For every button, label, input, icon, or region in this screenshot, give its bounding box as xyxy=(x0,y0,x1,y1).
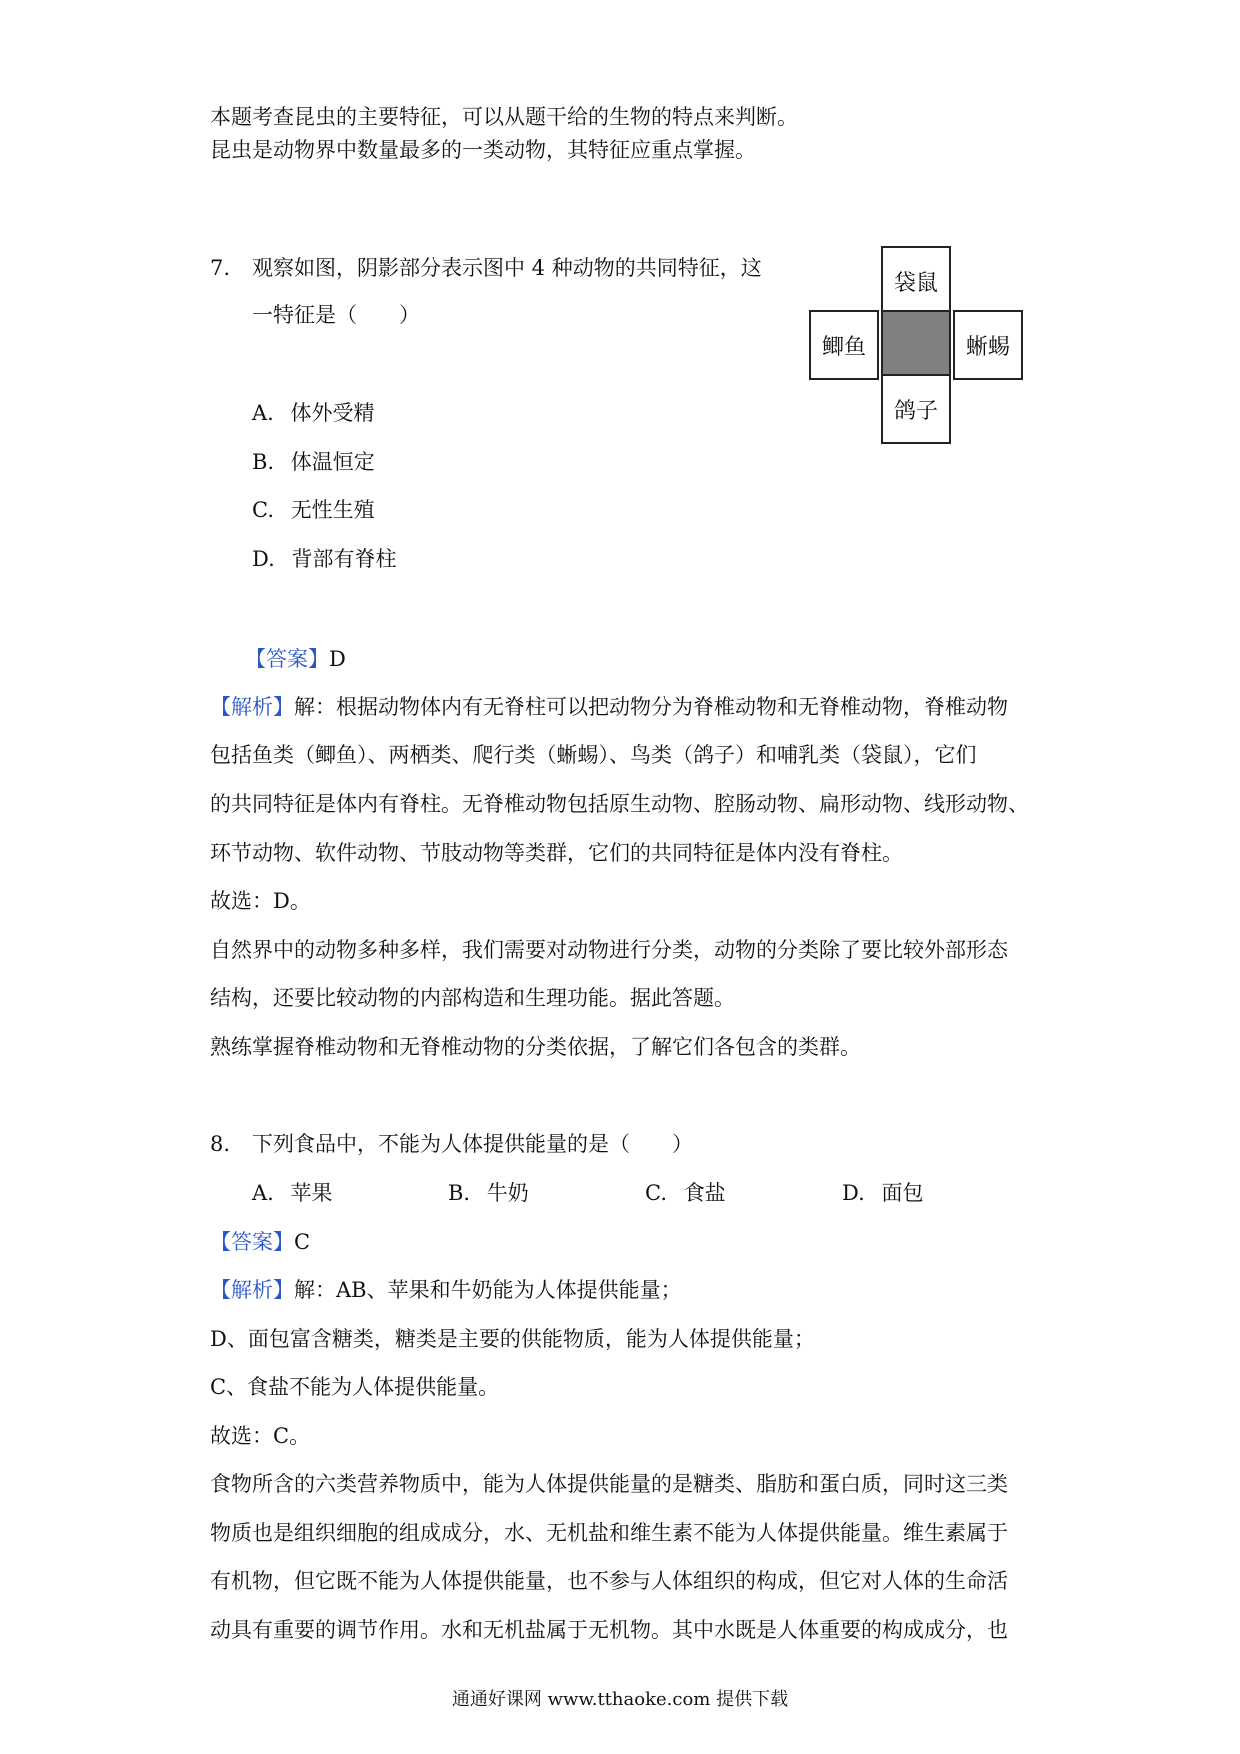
q8-answer-value: C xyxy=(294,1230,311,1254)
q8-analysis-line-7: 动具有重要的调节作用。水和无机盐属于无机物。其中水既是人体重要的构成成分，也 xyxy=(210,1618,1008,1642)
q7-analysis-line-3: 环节动物、软件动物、节肢动物等类群，它们的共同特征是体内没有脊柱。 xyxy=(210,841,903,865)
q7-option-b-text: 体温恒定 xyxy=(290,450,375,474)
q7-option-b-letter: B. xyxy=(252,450,275,474)
q8-option-c xyxy=(645,1178,726,1208)
diagram-top-cell: 袋鼠 xyxy=(881,246,951,316)
q8-analysis-line-6: 有机物，但它既不能为人体提供能量，也不参与人体组织的构成，但它对人体的生命活 xyxy=(210,1569,1008,1593)
q8-number: 8. xyxy=(210,1132,231,1156)
q7-option-a-letter: A. xyxy=(252,401,274,425)
q7-option-a-text: 体外受精 xyxy=(290,401,375,425)
q7-analysis-line-5: 自然界中的动物多种多样，我们需要对动物进行分类，动物的分类除了要比较外部形态 xyxy=(210,938,1008,962)
q7-option-d-letter: D. xyxy=(252,547,275,571)
q8-analysis-tag: 【解析】 xyxy=(210,1278,294,1302)
q7-option-a xyxy=(252,398,375,428)
q7-analysis-line-0 xyxy=(210,692,1008,722)
q8-analysis-line-5: 物质也是组织细胞的组成成分，水、无机盐和维生素不能为人体提供能量。维生素属于 xyxy=(210,1521,1008,1545)
q7-analysis-line-2: 的共同特征是体内有脊柱。无脊椎动物包括原生动物、腔肠动物、扁形动物、线形动物、 xyxy=(210,792,1029,816)
q8-option-b-text: 牛奶 xyxy=(486,1181,529,1205)
q8-option-a xyxy=(252,1178,333,1208)
q7-analysis-line-6: 结构，还要比较动物的内部构造和生理功能。据此答题。 xyxy=(210,986,735,1010)
q7-option-d xyxy=(252,544,396,574)
diagram-left-cell: 鲫鱼 xyxy=(809,310,879,380)
q8-analysis-text-0: 解：AB、苹果和牛奶能为人体提供能量； xyxy=(294,1278,682,1302)
q8-stem: 下列食品中，不能为人体提供能量的是（ ） xyxy=(252,1132,693,1156)
q8-option-b-letter: B. xyxy=(448,1181,471,1205)
q7-analysis-line-1: 包括鱼类（鲫鱼）、两栖类、爬行类（蜥蜴）、鸟类（鸽子）和哺乳类（袋鼠），它们 xyxy=(210,743,977,767)
q8-answer-tag: 【答案】 xyxy=(210,1230,294,1254)
intro-line-1: 本题考查昆虫的主要特征，可以从题干给的生物的特点来判断。 xyxy=(210,105,798,129)
q7-option-b xyxy=(252,447,375,477)
q8-option-c-text: 食盐 xyxy=(683,1181,726,1205)
q8-option-d xyxy=(842,1178,923,1208)
q7-analysis-line-4: 故选：D。 xyxy=(210,889,311,913)
q8-option-d-text: 面包 xyxy=(881,1181,924,1205)
q8-option-d-letter: D. xyxy=(842,1181,865,1205)
q7-option-c-letter: C. xyxy=(252,498,274,522)
q8-analysis-line-2: C、食盐不能为人体提供能量。 xyxy=(210,1375,500,1399)
q8-analysis-line-0 xyxy=(210,1275,682,1305)
q7-analysis-text-0: 解：根据动物体内有无脊柱可以把动物分为脊椎动物和无脊椎动物，脊椎动物 xyxy=(294,695,1008,719)
q7-option-c xyxy=(252,495,375,525)
diagram-right-cell: 蜥蜴 xyxy=(953,310,1023,380)
q8-option-a-letter: A. xyxy=(252,1181,274,1205)
q8-analysis-line-1: D、面包富含糖类，糖类是主要的供能物质，能为人体提供能量； xyxy=(210,1327,815,1351)
q7-stem-line-1: 观察如图，阴影部分表示图中 4 种动物的共同特征，这 xyxy=(252,256,762,280)
q8-option-c-letter: C. xyxy=(645,1181,667,1205)
q7-answer xyxy=(245,644,346,674)
q7-option-d-text: 背部有脊柱 xyxy=(291,547,397,571)
diagram-shaded-cell xyxy=(881,310,951,380)
page-footer: 通通好课网 www.tthaoke.com 提供下载 xyxy=(451,1689,789,1710)
q7-stem-line-2: 一特征是（ ） xyxy=(252,303,420,327)
q7-option-c-text: 无性生殖 xyxy=(290,498,375,522)
q7-answer-value: D xyxy=(329,647,346,671)
intro-line-2: 昆虫是动物界中数量最多的一类动物，其特征应重点掌握。 xyxy=(210,138,756,162)
q8-option-b xyxy=(448,1178,529,1208)
q8-answer xyxy=(210,1227,310,1257)
q8-option-a-text: 苹果 xyxy=(290,1181,333,1205)
q8-analysis-line-3: 故选：C。 xyxy=(210,1424,311,1448)
q8-analysis-line-4: 食物所含的六类营养物质中，能为人体提供能量的是糖类、脂肪和蛋白质，同时这三类 xyxy=(210,1472,1008,1496)
q7-number: 7. xyxy=(210,256,231,280)
q7-analysis-line-7: 熟练掌握脊椎动物和无脊椎动物的分类依据，了解它们各包含的类群。 xyxy=(210,1035,861,1059)
q7-answer-tag: 【答案】 xyxy=(245,647,329,671)
q7-analysis-tag: 【解析】 xyxy=(210,695,294,719)
diagram-bottom-cell: 鸽子 xyxy=(881,374,951,444)
